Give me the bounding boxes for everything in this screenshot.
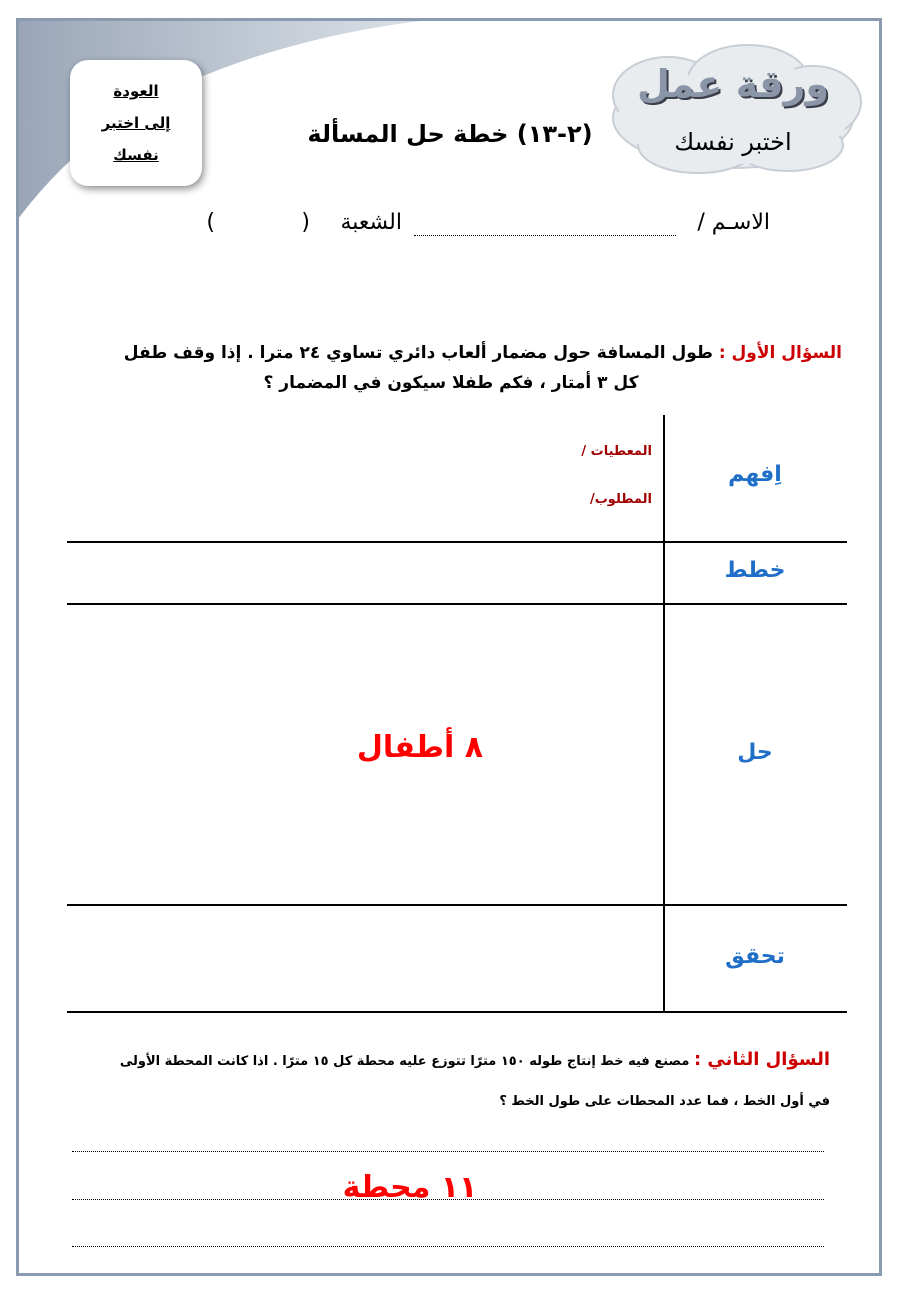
question-1-text-line2: كل ٣ أمتار ، فكم طفلا سيكون في المضمار ؟ (263, 373, 639, 393)
back-to-test-yourself-link[interactable] (70, 60, 202, 186)
table-divider-vertical (663, 415, 665, 1012)
step-solve: حل (737, 740, 773, 765)
question-2-text-line2: في أول الخط ، فما عدد المحطات على طول الخط ؟ (499, 1094, 830, 1109)
section-label: الشعبة (340, 210, 402, 235)
cloud-badge-icon (598, 40, 868, 180)
answer-line-1[interactable] (72, 1150, 824, 1152)
question-1 (60, 338, 842, 398)
table-divider-3 (67, 904, 847, 906)
name-field[interactable] (414, 234, 676, 236)
student-info-row (190, 210, 780, 246)
table-divider-2 (67, 603, 847, 605)
answer-line-3[interactable] (72, 1245, 824, 1247)
back-link-line1: العودة (113, 82, 159, 100)
back-link-line2: إلى اختبر (101, 114, 171, 132)
givens-label: المعطيات / (581, 444, 652, 459)
step-plan: خطط (724, 558, 786, 583)
question-2 (60, 1040, 830, 1122)
table-divider-1 (67, 541, 847, 543)
back-link-line3: نفسك (113, 146, 159, 164)
step-check: تحقق (725, 944, 785, 969)
table-divider-4 (67, 1011, 847, 1013)
section-close-paren: ) (206, 210, 215, 235)
question-1-answer: ٨ أطفال (356, 730, 484, 765)
section-open-paren: ( (301, 210, 310, 235)
question-2-text-line1: مصنع فيه خط إنتاج طوله ١٥٠ مترًا تتوزع عليه محطة كل ١٥ مترًا . اذا كانت المحطة الأولى (119, 1054, 690, 1069)
required-label: المطلوب/ (590, 492, 652, 507)
question-2-answer: ١١ محطة (342, 1170, 478, 1205)
worksheet-badge-subtitle: اختبر نفسك (674, 128, 792, 156)
question-1-text-line1: طول المسافة حول مضمار ألعاب دائري تساوي ٢٤ مترا . إذا وقف طفل (123, 343, 713, 363)
question-2-label: السؤال الثاني : (693, 1049, 830, 1070)
name-label: الاسـم / (697, 210, 770, 235)
lesson-title: (٢-١٣) خطة حل المسألة (307, 120, 593, 148)
worksheet-badge-title: ورقة عمل (636, 62, 829, 106)
question-1-label: السؤال الأول : (718, 343, 842, 363)
step-understand: اِفهم (728, 462, 782, 487)
